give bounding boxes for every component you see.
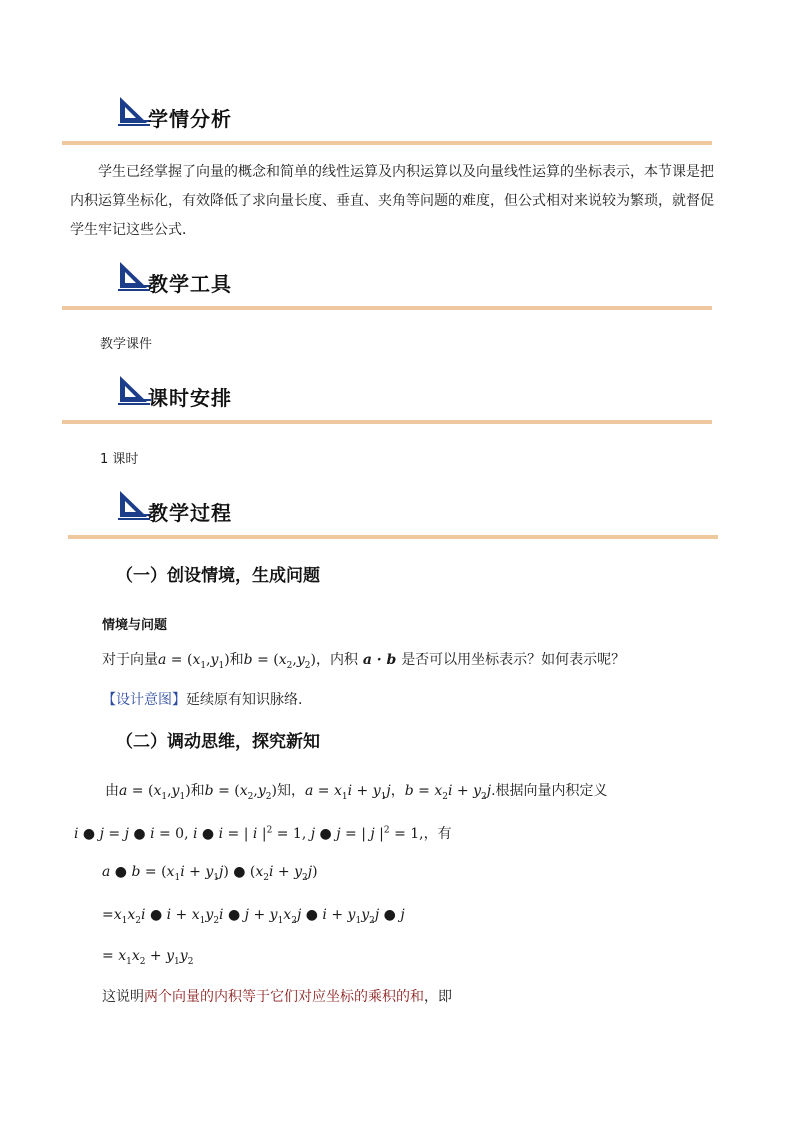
section-title: 教学过程 [148,501,232,525]
tools-text: 教学课件 [100,337,153,352]
section-divider [62,141,712,145]
intent-tag: 【设计意图】 [102,692,186,708]
section-header-schedule [62,374,712,424]
derivation-line-2: i ● j = j ● i = 0, i ● i = | i $|^2 = 1$, j ● j = | j $|^2 = 1$,，有 [74,825,452,842]
triangle-ruler-icon [117,95,151,127]
section-header-tools [62,260,712,310]
section-title: 课时安排 [148,386,232,410]
section-title: 教学工具 [148,272,232,296]
analysis-line: 学生已经掌握了向量的概念和简单的线性运算及内积运算以及向量线性运算的坐标表示，本节课是把 [98,164,714,180]
section-divider [62,420,712,424]
derivation-line-3: a ● $b = (x_1i + y_1j)$ ● $(x_2i + y_2j)$ [102,864,318,883]
design-intent: 【设计意图】延续原有知识脉络. [102,692,303,708]
analysis-line: 学生牢记这些公式． [70,222,196,238]
scenario-label: 情境与问题 [102,618,168,633]
analysis-paragraph [70,158,720,245]
step2-title: （二）调动思维，探究新知 [116,732,320,752]
schedule-text: 1 课时 [100,452,139,467]
triangle-ruler-icon [117,489,151,521]
conclusion-line: 这说明两个向量的内积等于它们对应坐标的乘积的和，即 [102,989,452,1005]
section-title: 学情分析 [148,107,232,131]
triangle-ruler-icon [117,374,151,406]
derivation-line-4: $=x_1x_2i$ ● $i + x_1y_2i$ ● $j + y_1x_2j$ ● $i + y_1y_2j$ ● j [102,907,405,926]
triangle-ruler-icon [117,260,151,292]
derivation-line-1: 由$a = (x_1,y_1)$和$b = (x_2,y_2)$知，$a = x_1i + y_1j$，$b = x_2i + y_2j$.根据向量内积定义 [105,783,608,802]
section-divider [68,535,718,539]
derivation-line-5: = $x_1x_2 + y_1y_2$ [102,948,194,967]
section-header-analysis [62,95,712,145]
section-header-process [68,489,718,539]
question-line: 对于向量$a = (x_1,y_1)$和$b = (x_2,y_2)$，内积 a · b 是否可以用坐标表示？如何表示呢？ [102,652,626,671]
emphasis-text: 两个向量的内积等于它们对应坐标的乘积的和 [144,989,424,1005]
step1-title: （一）创设情境，生成问题 [116,566,320,586]
analysis-line: 内积运算坐标化，有效降低了求向量长度、垂直、夹角等问题的难度，但公式相对来说较为繁琐，就督促 [70,193,714,209]
section-divider [62,306,712,310]
